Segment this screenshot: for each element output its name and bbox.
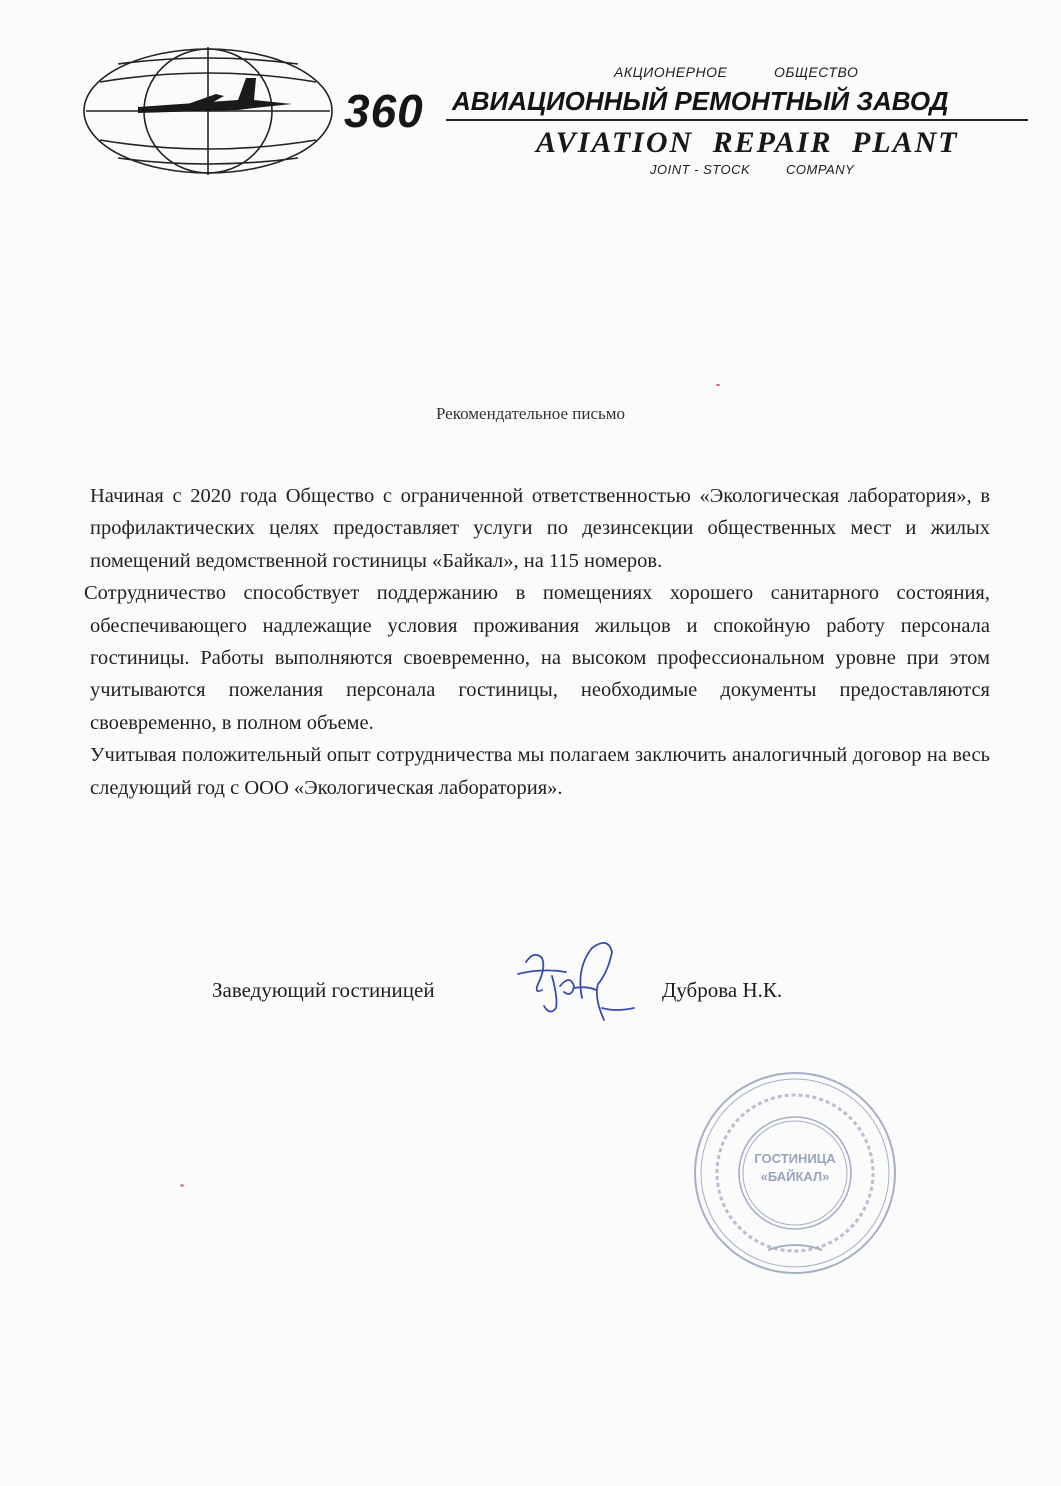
- stamp-line-1: ГОСТИНИЦА: [754, 1151, 836, 1166]
- company-name-en: AVIATION REPAIR PLANT: [536, 126, 959, 159]
- letterhead-rule: [446, 119, 1028, 121]
- paragraph-2: Сотрудничество способствует поддержанию в помещениях хорошего санитарного состояния, обеспечивающего надлежащие условия проживания жильцов и спокойную работу персонала гостиницы. Работы выполняются своевременно, на высоком профессиональном уровне при этом учитываются пожелания персонала гостиницы, необходимые документы предоставляются своевременно, в полном объеме.: [84, 582, 990, 734]
- globe-aircraft-logo: [78, 44, 340, 178]
- company-type-en-2: COMPANY: [786, 162, 855, 177]
- stamp-center-text: [732, 1150, 858, 1186]
- letter-title: Рекомендательное письмо: [435, 404, 626, 423]
- scan-speck: [716, 384, 720, 386]
- company-type-en-1: JOINT - STOCK: [650, 162, 751, 177]
- company-type-ru-2: ОБЩЕСТВО: [774, 64, 859, 80]
- signatory-position: Заведующий гостиницей: [212, 978, 435, 1002]
- company-name-ru: АВИАЦИОННЫЙ РЕМОНТНЫЙ ЗАВОД: [452, 86, 949, 116]
- letter-body: [84, 480, 990, 804]
- handwritten-signature: [512, 928, 652, 1038]
- scan-speck: [180, 1184, 184, 1187]
- company-type-ru-1: АКЦИОНЕРНОЕ: [614, 64, 728, 80]
- stamp-line-2: «БАЙКАЛ»: [760, 1169, 830, 1184]
- paragraph-1: Начиная с 2020 года Общество с ограниченной ответственностью «Экологическая лаборатория», в профилактических целях предоставляет услуги по дезинсекции общественных мест и жилых помещений ведомственной гостиницы «Байкал», на 115 номеров.: [90, 485, 990, 572]
- signatory-name: Дуброва Н.К.: [662, 978, 783, 1002]
- letterhead-number: 360: [344, 85, 424, 137]
- paragraph-3: Учитывая положительный опыт сотрудничества мы полагаем заключить аналогичный договор на весь следующий год с ООО «Экологическая лаборатория».: [90, 744, 990, 799]
